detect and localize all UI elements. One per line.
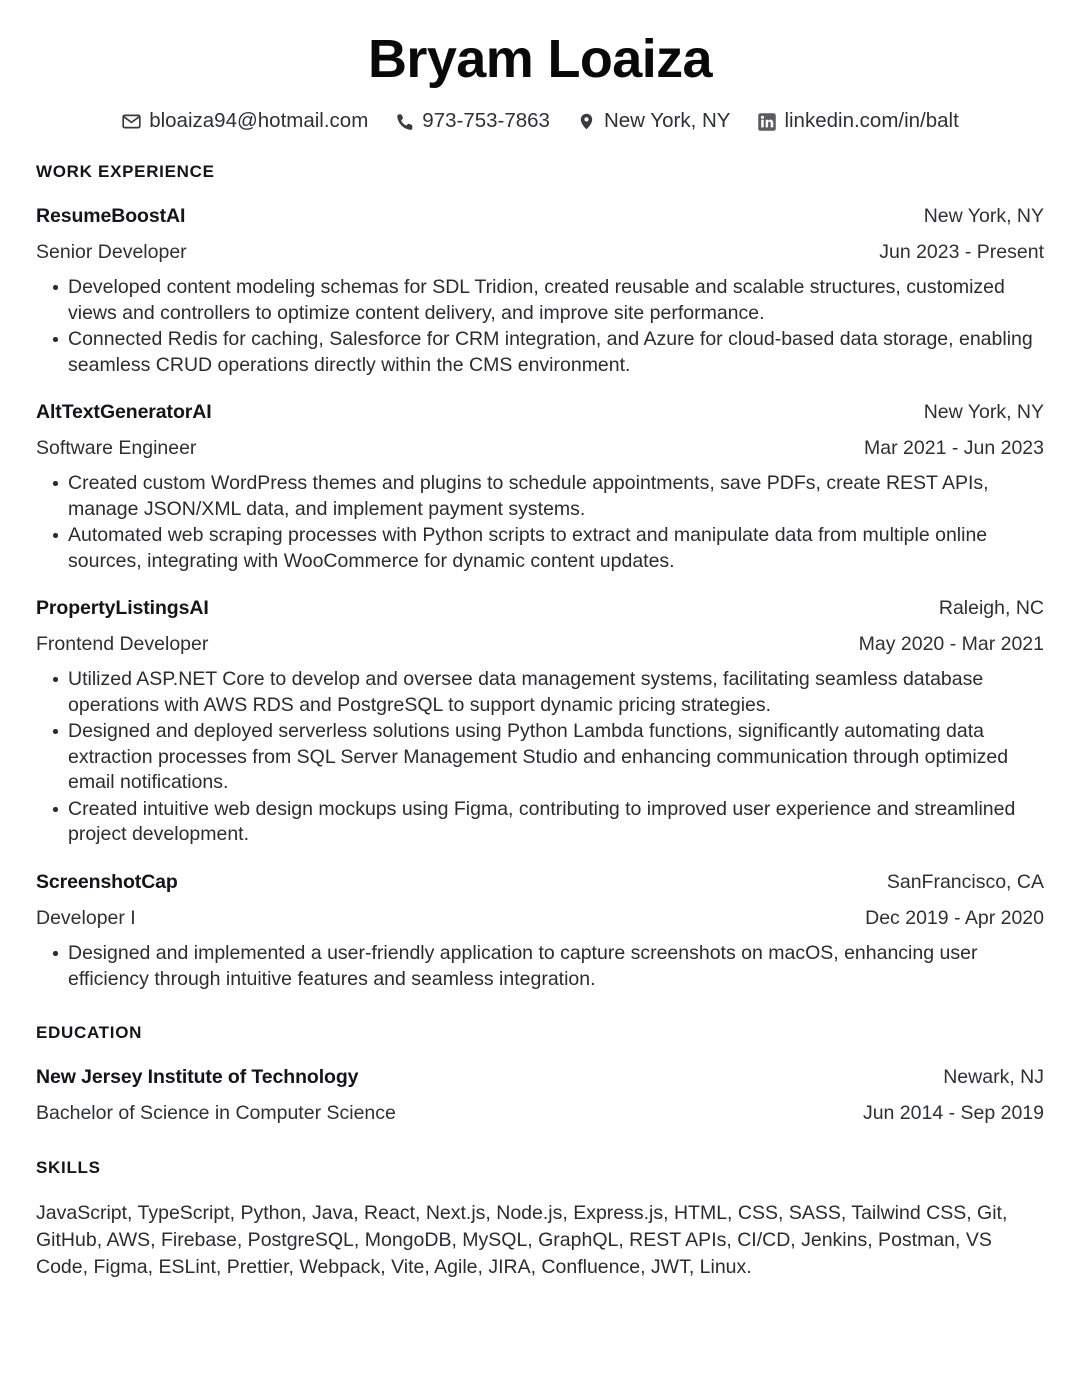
work-bullet-list [36, 275, 1044, 378]
section-title-skills: SKILLS [36, 1158, 101, 1178]
contact-row [36, 111, 1044, 132]
section-title-work: WORK EXPERIENCE [36, 162, 215, 181]
education-entry [36, 1066, 1044, 1125]
contact-linkedin[interactable] [756, 111, 958, 132]
page-title: Bryam Loaiza [368, 29, 712, 89]
work-bullet-list [36, 471, 1044, 574]
contact-phone[interactable] [394, 111, 550, 132]
list-item: Developed content modeling schemas for SDL Tridion, created reusable and scalable structures, customized views and controllers to optimize content delivery, and improve site performance. [36, 275, 1044, 326]
envelope-icon [121, 111, 142, 132]
work-entry-subheader [36, 907, 1044, 930]
list-item: Utilized ASP.NET Core to develop and oversee data management systems, facilitating seamless database operations with AWS RDS and PostgreSQL to support dynamic pricing strategies. [36, 667, 1044, 718]
job-title: Software Engineer [36, 437, 197, 460]
contact-linkedin-text: linkedin.com/in/balt [784, 109, 959, 133]
list-item: Created intuitive web design mockups using Figma, contributing to improved user experience and streamlined project development. [36, 797, 1044, 848]
contact-phone-text: 973-753-7863 [422, 109, 550, 133]
section-title-education: EDUCATION [36, 1023, 143, 1043]
work-entry-header [36, 871, 1044, 894]
work-entry-subheader [36, 633, 1044, 656]
skills-list: JavaScript, TypeScript, Python, Java, React, Next.js, Node.js, Express.js, HTML, CSS, SASS, Tailwind CSS, Git, GitHub, AWS, Firebase, PostgreSQL, MongoDB, MySQL, GraphQL, REST APIs, CI/CD, Jenkins, Postman, VS Code, Figma, ESLint, Prettier, Webpack, Vite, Agile, JIRA, Confluence, JWT, Linux. [36, 1202, 1008, 1278]
work-entry-header [36, 205, 1044, 228]
linkedin-icon [756, 111, 777, 132]
job-title: Frontend Developer [36, 633, 209, 656]
work-entry [36, 871, 1044, 992]
contact-location-text: New York, NY [603, 109, 731, 133]
contact-email[interactable] [121, 111, 368, 132]
phone-icon [394, 111, 415, 132]
contact-location[interactable] [576, 111, 730, 132]
company-location: New York, NY [923, 401, 1044, 424]
company-name: ResumeBoostAI [36, 205, 186, 227]
section-education [36, 1023, 1044, 1125]
job-dates: Dec 2019 - Apr 2020 [865, 906, 1044, 929]
degree: Bachelor of Science in Computer Science [36, 1102, 396, 1125]
list-item: Designed and deployed serverless solutions using Python Lambda functions, significantly automating data extraction processes from SQL Server Management Studio and enhancing communication through optimized email notifications. [36, 719, 1044, 796]
job-title: Senior Developer [36, 241, 187, 263]
work-entry [36, 401, 1044, 574]
job-dates: May 2020 - Mar 2021 [858, 633, 1044, 656]
map-pin-icon [576, 111, 597, 132]
school-name: New Jersey Institute of Technology [36, 1066, 359, 1089]
company-location: Raleigh, NC [938, 597, 1044, 620]
work-entry-subheader [36, 241, 1044, 264]
work-entry [36, 205, 1044, 378]
school-location: Newark, NJ [943, 1066, 1044, 1089]
education-entry-header [36, 1066, 1044, 1089]
work-entry-header [36, 401, 1044, 424]
section-skills [36, 1158, 1044, 1281]
company-name: AltTextGeneratorAI [36, 401, 212, 424]
job-dates: Jun 2023 - Present [879, 241, 1044, 263]
work-bullet-list [36, 941, 1044, 992]
company-location: SanFrancisco, CA [886, 870, 1044, 893]
company-location: New York, NY [923, 205, 1044, 227]
work-entry-header [36, 597, 1044, 620]
education-dates: Jun 2014 - Sep 2019 [862, 1102, 1044, 1125]
list-item: Automated web scraping processes with Python scripts to extract and manipulate data from multiple online sources, integrating with WooCommerce for dynamic content updates. [36, 523, 1044, 574]
job-title: Developer I [36, 906, 136, 929]
list-item: Connected Redis for caching, Salesforce for CRM integration, and Azure for cloud-based data storage, enabling seamless CRUD operations directly within the CMS environment. [36, 327, 1044, 378]
contact-email-text: bloaiza94@hotmail.com [149, 109, 369, 133]
list-item: Created custom WordPress themes and plugins to schedule appointments, save PDFs, create REST APIs, manage JSON/XML data, and implement payment systems. [36, 471, 1044, 522]
work-entry-subheader [36, 437, 1044, 460]
list-item: Designed and implemented a user-friendly application to capture screenshots on macOS, enhancing user efficiency through intuitive features and seamless integration. [36, 941, 1044, 992]
education-entry-subheader [36, 1102, 1044, 1125]
work-entry [36, 597, 1044, 848]
section-work-experience [36, 162, 1044, 992]
company-name: ScreenshotCap [36, 870, 178, 893]
job-dates: Mar 2021 - Jun 2023 [864, 437, 1044, 460]
company-name: PropertyListingsAI [36, 597, 209, 620]
work-bullet-list [36, 667, 1044, 848]
